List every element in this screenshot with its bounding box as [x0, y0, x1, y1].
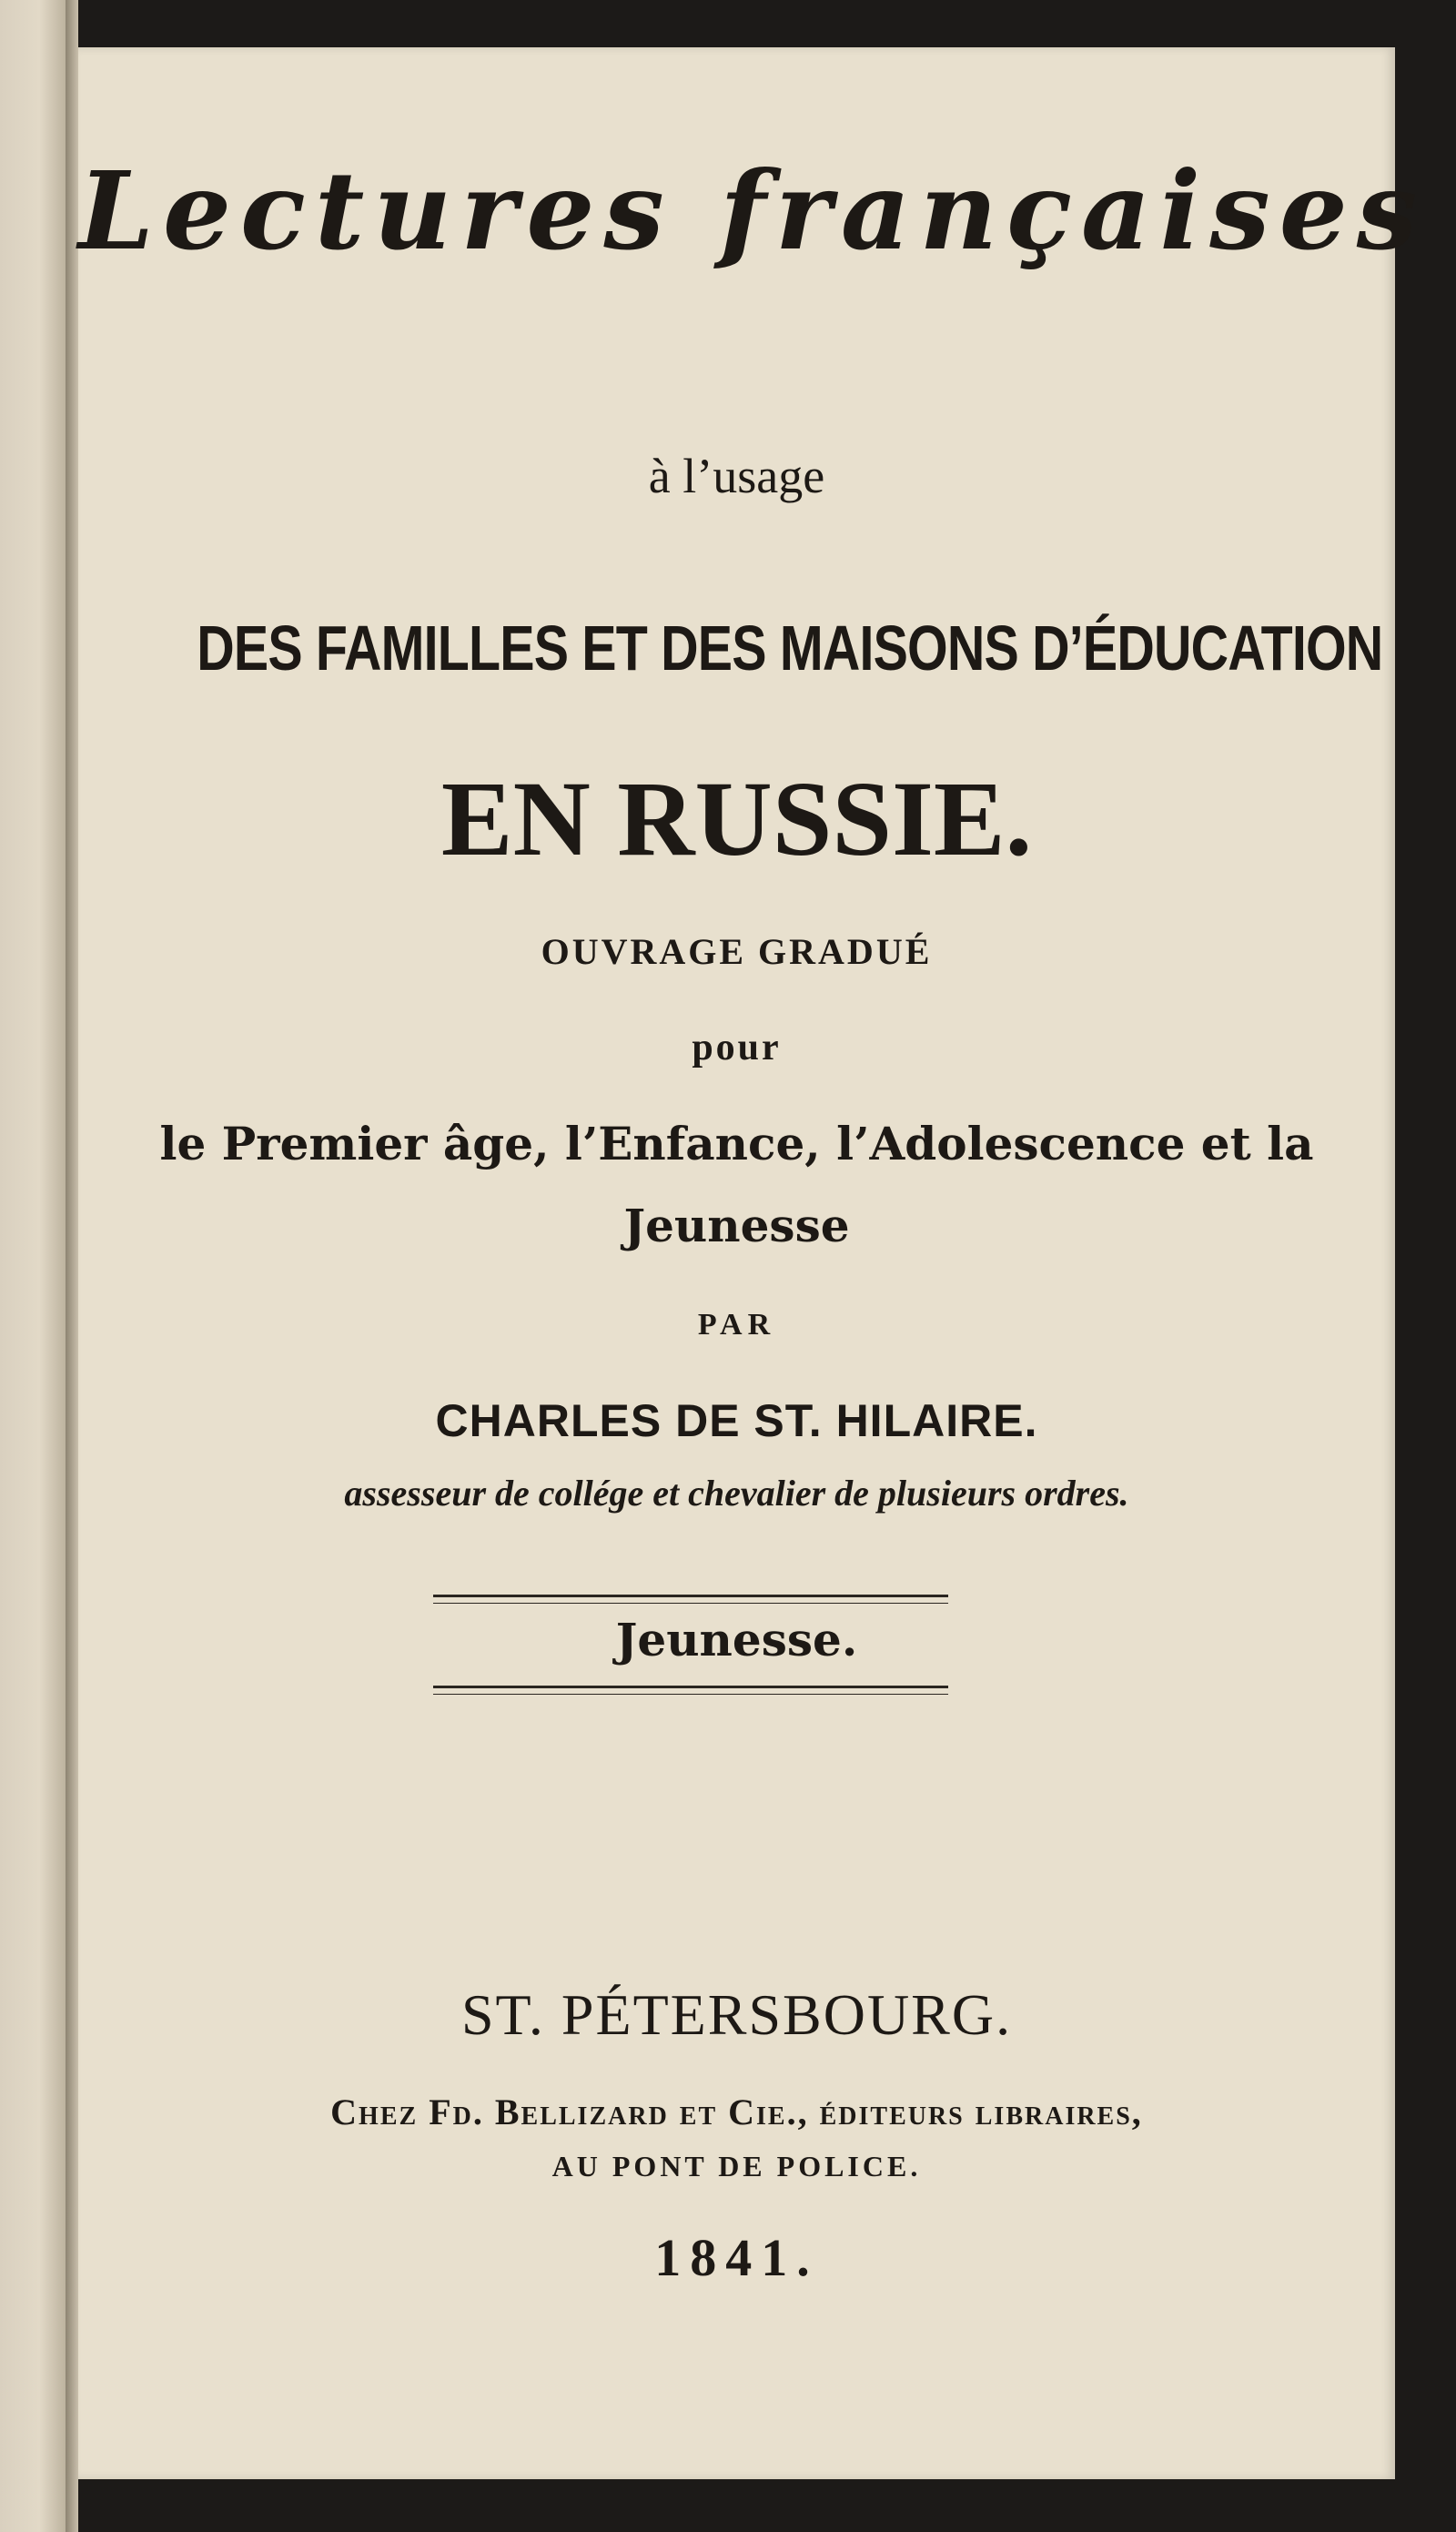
author-name: CHARLES DE ST. HILAIRE.: [435, 1395, 1038, 1446]
double-rule-bottom: [433, 1686, 948, 1695]
double-rule-top: [433, 1595, 948, 1604]
author-credentials: assesseur de collége et chevalier de plusieurs ordres.: [344, 1473, 1129, 1514]
publication-year: 1841.: [654, 2228, 819, 2287]
previous-page-edge: [0, 0, 66, 2532]
binding-gutter: [66, 0, 78, 2532]
subtitle-line: OUVRAGE GRADUÉ: [541, 931, 933, 972]
ages-line-2: Jeunesse: [623, 1199, 850, 1252]
country-line: EN RUSSIE.: [440, 759, 1033, 878]
publication-city: ST. PÉTERSBOURG.: [460, 1982, 1013, 2047]
usage-line: à l’usage: [648, 449, 825, 503]
audience-line: DES FAMILLES ET DES MAISONS D’ÉDUCATION: [197, 613, 1383, 684]
ages-line-1: le Premier âge, l’Enfance, l’Adolescence et la: [159, 1117, 1314, 1170]
volume-label: Jeunesse.: [615, 1613, 858, 1666]
publisher-address: AU PONT DE POLICE.: [551, 2150, 922, 2183]
book-title: Lectures françaises: [78, 147, 1427, 274]
publisher-line: Chez Fd. Bellizard et Cie., éditeurs libraires,: [330, 2091, 1143, 2132]
par-line: PAR: [697, 1308, 776, 1342]
pour-line: pour: [692, 1027, 782, 1069]
title-page: [78, 47, 1427, 2479]
